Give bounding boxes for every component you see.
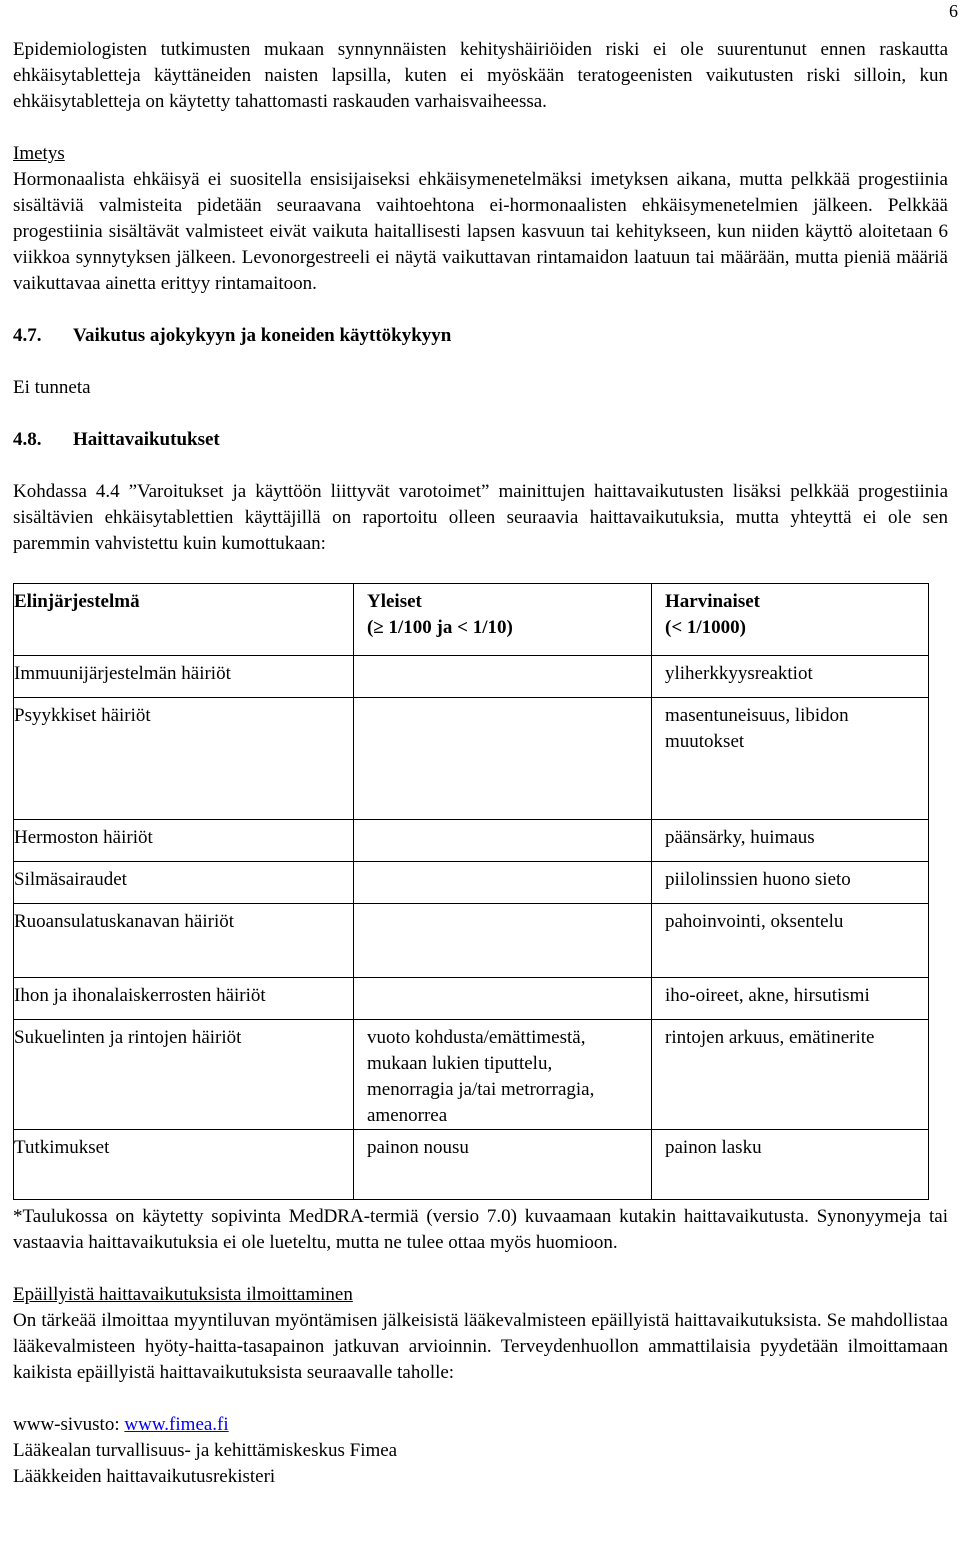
table-footnote: *Taulukossa on käytetty sopivinta MedDRA-termiä (versio 7.0) kuvaamaan kutakin haittavaikutusta. Synonyymeja tai vastaavia haittavaikutuksia ei ole lueteltu, mutta ne tulee ottaa myös huomioon. — [13, 1206, 948, 1253]
section-number: 4.7. — [13, 325, 42, 346]
cell-system: Tutkimukset — [14, 1130, 354, 1200]
header-common: Yleiset (≥ 1/100 ja < 1/10) — [354, 584, 652, 656]
organization-line: Lääkealan turvallisuus- ja kehittämiskeskus Fimea — [13, 1440, 398, 1461]
cell-rare: rintojen arkuus, emätinerite — [652, 1020, 929, 1130]
imetys-heading: Imetys — [13, 143, 65, 164]
website-label: www-sivusto: — [13, 1414, 125, 1435]
section-4-8-heading — [13, 427, 948, 453]
section-title: Vaikutus ajokykyyn ja koneiden käyttökykyyn — [73, 325, 452, 346]
cell-common — [354, 978, 652, 1020]
section-title: Haittavaikutukset — [73, 429, 220, 450]
section-4-8-intro: Kohdassa 4.4 ”Varoitukset ja käyttöön liittyvät varotoimet” mainittujen haittavaikutusten lisäksi pelkkää progestiinia sisältävien ehkäisytablettien käyttäjillä on raportoitu olleen seuraavia haittavaikutuksia, mutta yhteyttä ei ole sen paremmin vahvistettu kuin kumottukaan: — [13, 481, 948, 554]
table-header-row — [14, 584, 929, 656]
page-number: 6 — [949, 1, 958, 21]
header-rare: Harvinaiset (< 1/1000) — [652, 584, 929, 656]
table-row — [14, 820, 929, 862]
cell-rare: päänsärky, huimaus — [652, 820, 929, 862]
cell-system: Hermoston häiriöt — [14, 820, 354, 862]
table-row — [14, 698, 929, 820]
section-4-7-heading — [13, 323, 948, 349]
table-row — [14, 904, 929, 978]
cell-common: painon nousu — [354, 1130, 652, 1200]
cell-system: Sukuelinten ja rintojen häiriöt — [14, 1020, 354, 1130]
table-row — [14, 978, 929, 1020]
table-row — [14, 862, 929, 904]
website-line — [13, 1412, 948, 1438]
cell-rare: yliherkkyysreaktiot — [652, 656, 929, 698]
cell-common — [354, 820, 652, 862]
cell-system: Ruoansulatuskanavan häiriöt — [14, 904, 354, 978]
cell-system: Ihon ja ihonalaiskerrosten häiriöt — [14, 978, 354, 1020]
table-row — [14, 656, 929, 698]
cell-rare: iho-oireet, akne, hirsutismi — [652, 978, 929, 1020]
cell-common — [354, 656, 652, 698]
cell-common — [354, 862, 652, 904]
reporting-body: On tärkeää ilmoittaa myyntiluvan myöntämisen jälkeisistä lääkevalmisteen epäillyistä haittavaikutuksista. Se mahdollistaa lääkevalmisteen hyöty-haitta-tasapainon jatkuvan arvioinnin. Terveydenhuollon ammattilaisia pyydetään ilmoittamaan kaikista epäillyistä haittavaikutuksista seuraavalle taholle: — [13, 1310, 948, 1383]
section-number: 4.8. — [13, 429, 42, 450]
table-row — [14, 1130, 929, 1200]
cell-rare: painon lasku — [652, 1130, 929, 1200]
table-row — [14, 1020, 929, 1130]
cell-common — [354, 698, 652, 820]
cell-rare: piilolinssien huono sieto — [652, 862, 929, 904]
cell-rare: pahoinvointi, oksentelu — [652, 904, 929, 978]
reporting-heading: Epäillyistä haittavaikutuksista ilmoittaminen — [13, 1284, 353, 1305]
imetys-body: Hormonaalista ehkäisyä ei suositella ensisijaiseksi ehkäisymenetelmäksi imetyksen aikana, mutta pelkkää progestiinia sisältäviä valmisteita pidetään seuraavana vaihtoehtona ei-hormonaalisten ehkäisymenetelmien jälkeen. Pelkkää progestiinia sisältävät valmisteet eivät vaikuta haitallisesti lapsen kasvuun tai kehitykseen, kun niiden käyttö aloitetaan 6 viikkoa synnytyksen jälkeen. Levonorgestreeli ei näytä vaikuttavan rintamaidon laatuun tai määrään, mutta pieniä määriä vaikuttavaa ainetta erittyy rintamaitoon. — [13, 169, 948, 294]
fimea-link[interactable]: www.fimea.fi — [124, 1414, 229, 1435]
cell-system: Silmäsairaudet — [14, 862, 354, 904]
cell-common — [354, 904, 652, 978]
header-system: Elinjärjestelmä — [14, 584, 354, 656]
cell-rare: masentuneisuus, libidon muutokset — [652, 698, 929, 820]
document-body — [13, 37, 948, 1490]
cell-system: Immuunijärjestelmän häiriöt — [14, 656, 354, 698]
intro-paragraph: Epidemiologisten tutkimusten mukaan synnynnäisten kehityshäiriöiden riski ei ole suurentunut ennen raskautta ehkäisytabletteja käyttäneiden naisten lapsilla, kuten ei myöskään teratogeenisten vaikutusten riski silloin, kun ehkäisytabletteja on käytetty tahattomasti raskauden varhaisvaiheessa. — [13, 39, 948, 112]
cell-system: Psyykkiset häiriöt — [14, 698, 354, 820]
section-4-7-body: Ei tunneta — [13, 377, 91, 398]
registry-line: Lääkkeiden haittavaikutusrekisteri — [13, 1466, 276, 1487]
adverse-effects-table — [13, 583, 929, 1200]
cell-common: vuoto kohdusta/emättimestä, mukaan lukien tiputtelu, menorragia ja/tai metrorragia, amenorrea — [354, 1020, 652, 1130]
